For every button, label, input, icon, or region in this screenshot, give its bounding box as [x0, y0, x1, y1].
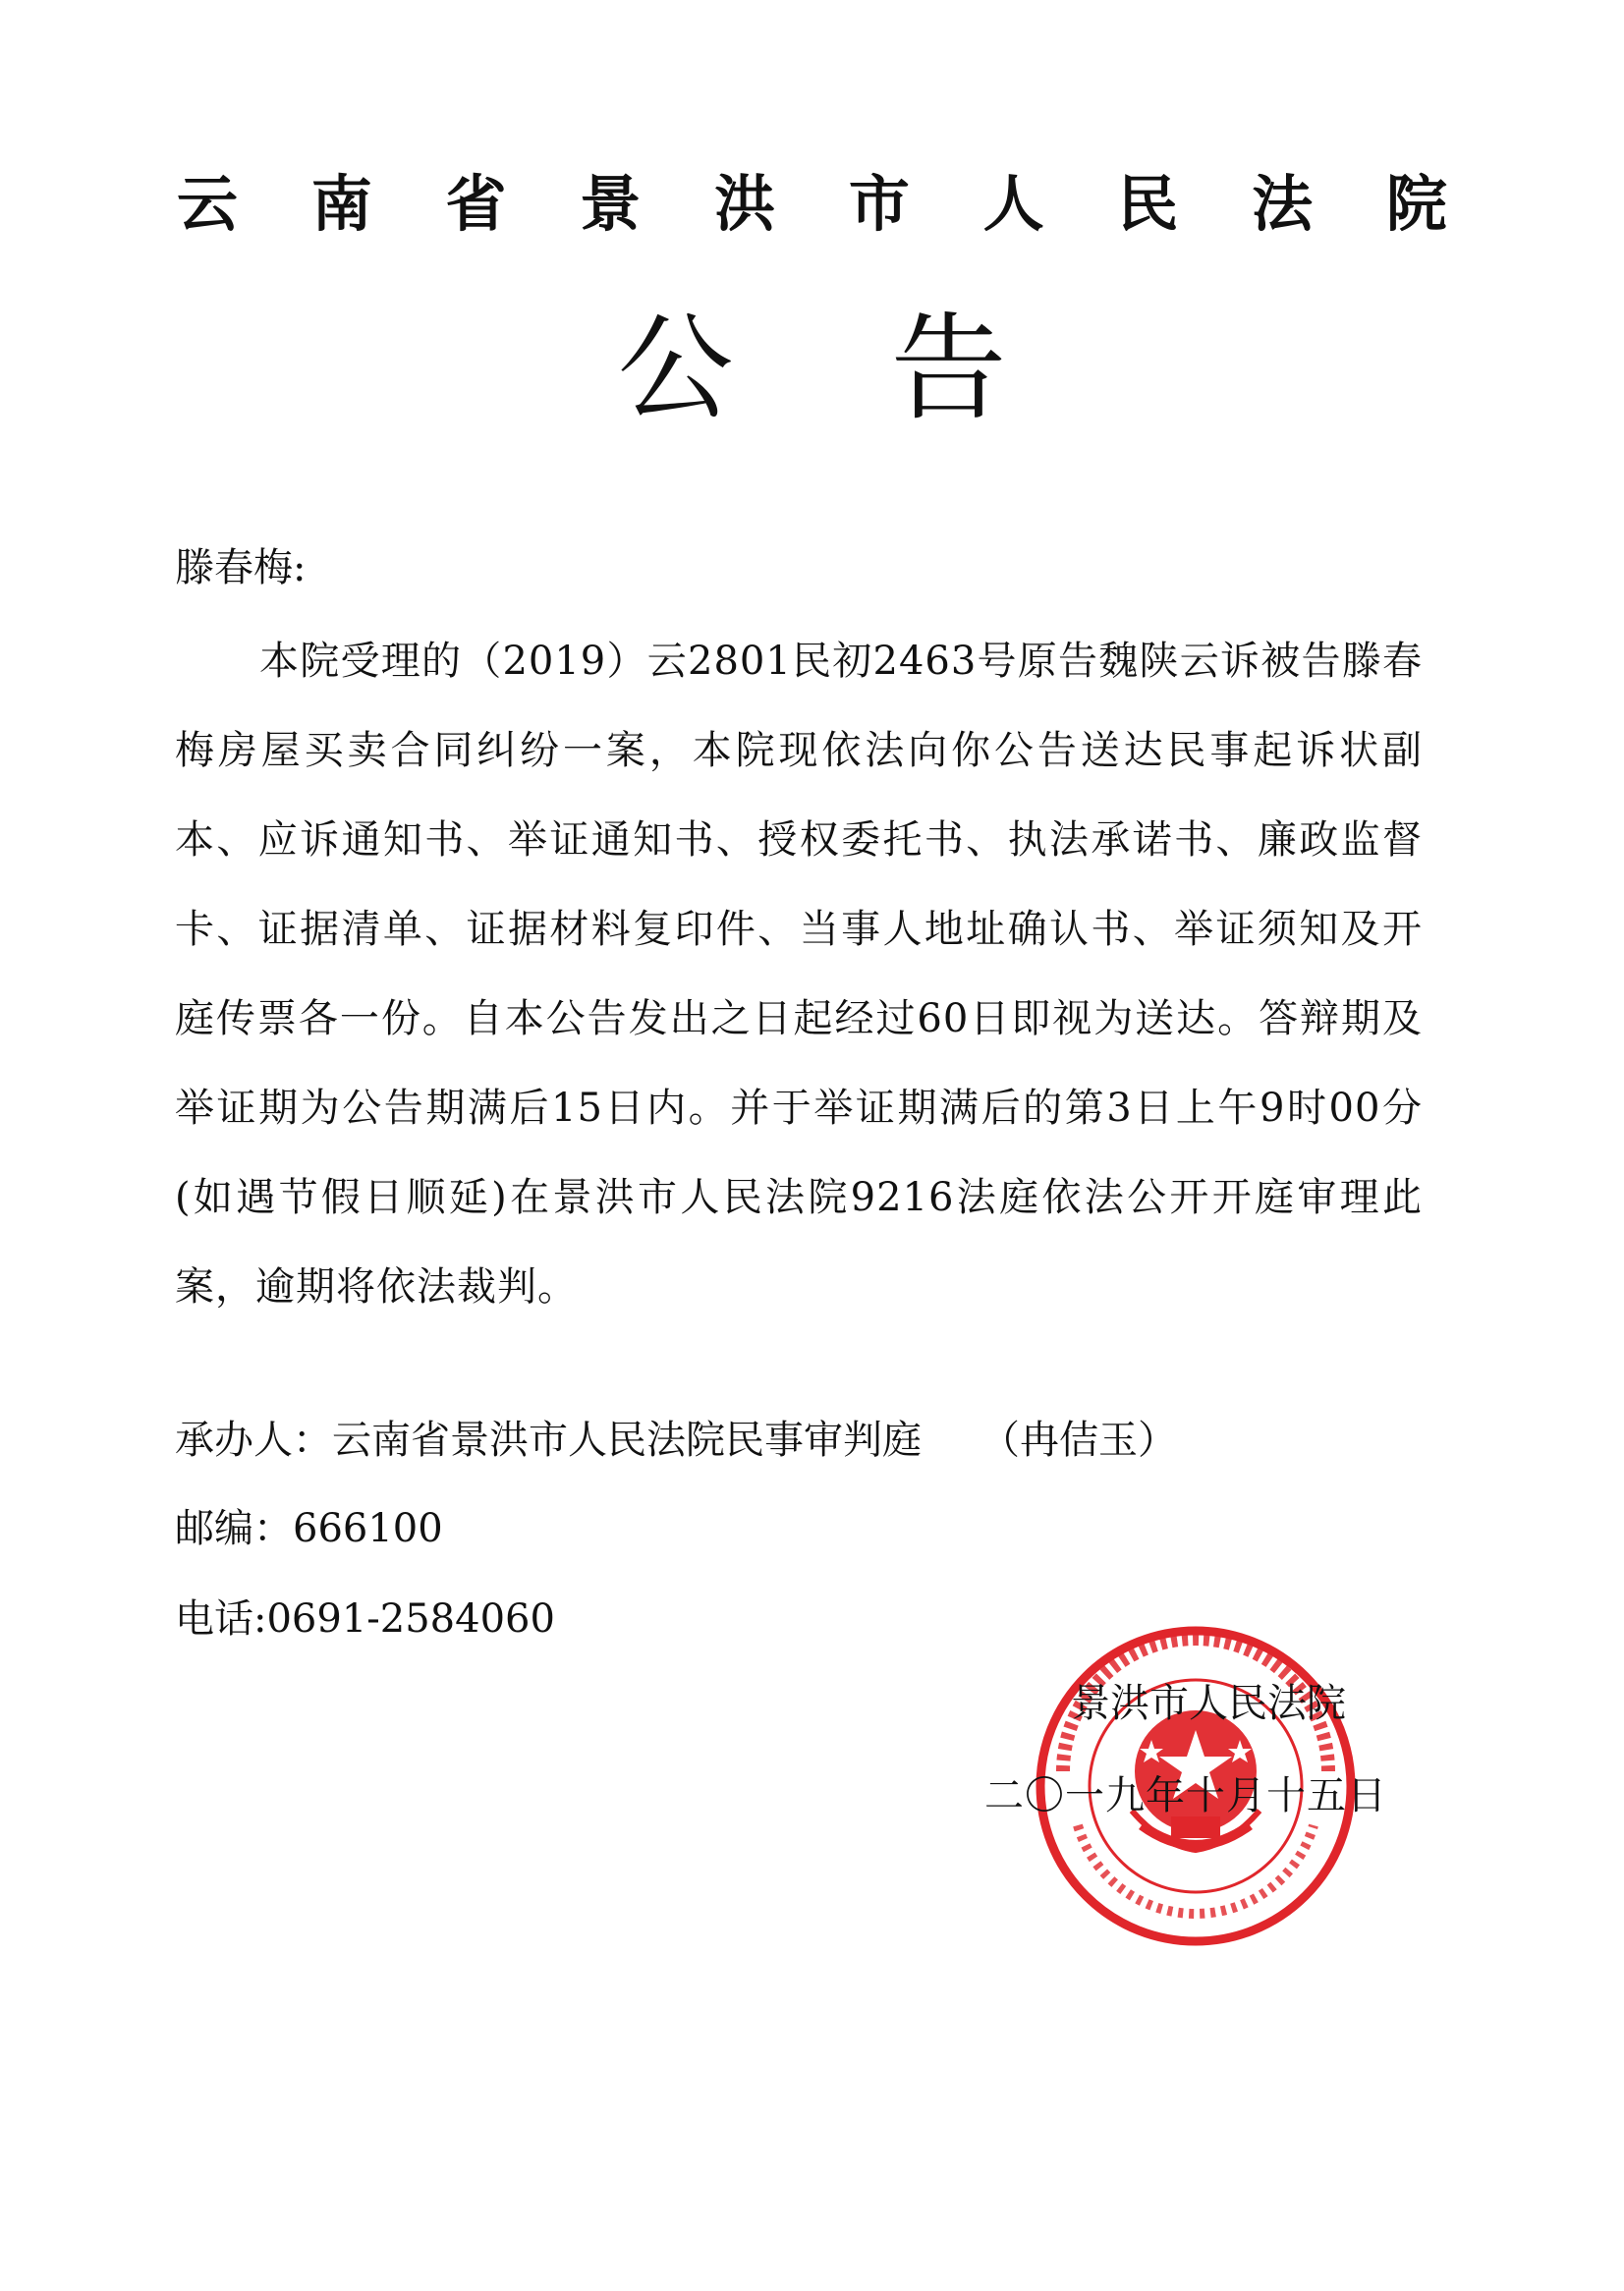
- phone-number: 电话:0691-2584060: [175, 1596, 555, 1642]
- court-name-char: 人: [982, 168, 1044, 240]
- court-name-char: 云: [177, 168, 239, 240]
- clerk-name: （冉佶玉）: [980, 1418, 1177, 1463]
- court-name-char: 南: [310, 168, 372, 240]
- court-name-char: 洪: [714, 168, 776, 240]
- signing-date: 二〇一九年十月十五日: [984, 1773, 1387, 1818]
- notice-title: 公告: [617, 301, 1164, 436]
- court-name-heading: [177, 167, 1447, 242]
- court-name-char: 法: [1252, 168, 1314, 240]
- signing-court: 景洪市人民法院: [1071, 1681, 1346, 1726]
- court-name-char: 市: [848, 168, 910, 240]
- court-name-char: 省: [445, 168, 507, 240]
- court-name-char: 院: [1385, 168, 1447, 240]
- court-name-char: 民: [1117, 168, 1179, 240]
- court-name-char: 景: [580, 168, 642, 240]
- postal-code: 邮编：666100: [175, 1506, 443, 1551]
- addressee: 滕春梅:: [175, 545, 307, 590]
- notice-body: 本院受理的（2019）云2801民初2463号原告魏陕云诉被告滕春梅房屋买卖合同纠纷一案，本院现依法向你公告送达民事起诉状副本、应诉通知书、举证通知书、授权委托书、执法承诺书、廉政监督卡、证据清单、证据材料复印件、当事人地址确认书、举证须知及开庭传票各一份。自本公告发出之日起经过60日即视为送达。答辩期及举证期为公告期满后15日内。并于举证期满后的第3日上午9时00分(如遇节假日顺延)在景洪市人民法院9216法庭依法公开开庭审理此案，逾期将依法裁判。: [175, 639, 1423, 1310]
- handler-line: [175, 1413, 1177, 1468]
- handler-label: 承办人：云南省景洪市人民法院民事审判庭: [175, 1418, 922, 1463]
